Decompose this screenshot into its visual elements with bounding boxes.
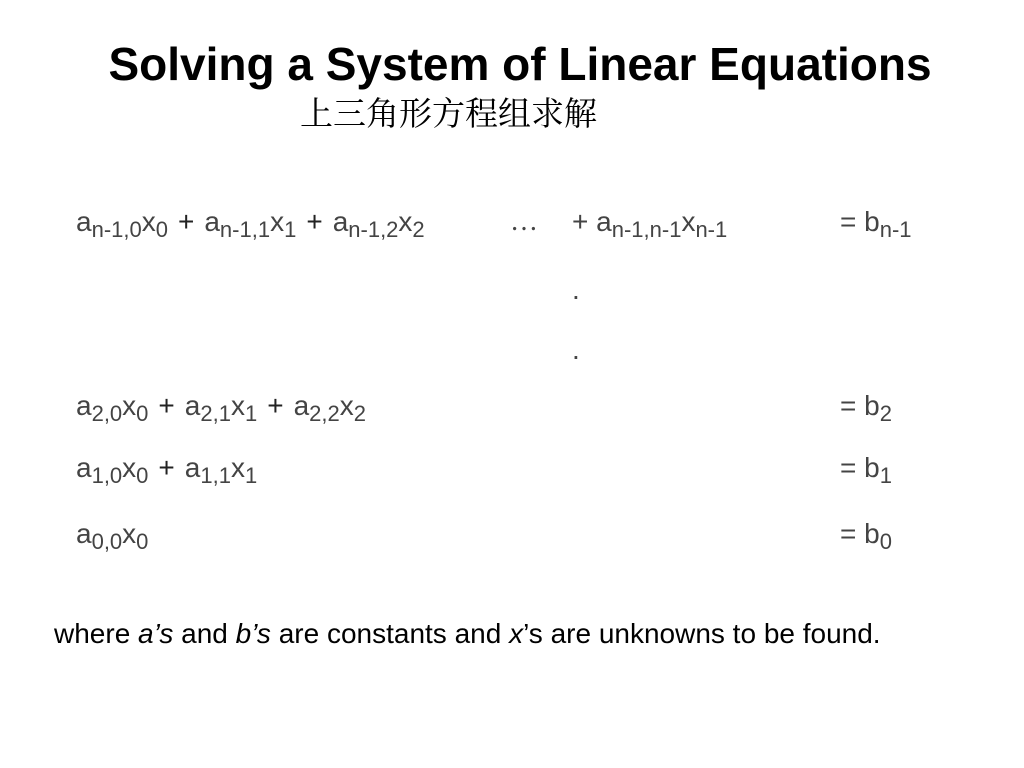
coefficient-symbol: a — [184, 390, 201, 421]
coefficient-symbol: a — [204, 206, 220, 237]
vertical-dot: . — [572, 274, 580, 305]
slide-title: Solving a System of Linear Equations — [108, 38, 932, 90]
variable-symbol: x — [339, 390, 354, 421]
vertical-dot: . — [572, 334, 580, 365]
plus-sign: + — [158, 452, 175, 483]
coefficient-subscript: 1,0 — [91, 463, 123, 488]
variable-subscript: 0 — [136, 463, 149, 488]
ellipsis: … — [510, 206, 538, 237]
explanation-note — [54, 614, 984, 654]
variable-symbol: x — [230, 390, 245, 421]
plus-sign: + — [177, 206, 195, 237]
slide-subtitle: 上三角形方程组求解 — [300, 94, 597, 133]
equals-sign: = — [840, 452, 857, 483]
variable-subscript: 1 — [284, 217, 297, 242]
equation-row-n-minus-1-rhs — [840, 204, 912, 240]
variable-symbol: x — [681, 206, 696, 237]
constant-subscript: 2 — [879, 401, 892, 426]
variable-symbol: x — [122, 452, 137, 483]
constant-subscript: 0 — [879, 529, 892, 554]
equals-sign: = — [840, 206, 857, 237]
equation-row-2-rhs — [840, 388, 892, 424]
note-italic-x: x — [509, 618, 524, 649]
equals-sign: = — [840, 390, 857, 421]
constant-symbol: b — [864, 452, 880, 483]
coefficient-subscript: n-1,n-1 — [611, 217, 682, 242]
equation-row-0-lhs — [76, 516, 148, 552]
plus-sign: + — [267, 390, 284, 421]
constant-symbol: b — [864, 518, 880, 549]
variable-subscript: 0 — [155, 217, 168, 242]
variable-subscript: 2 — [353, 401, 366, 426]
variable-symbol: x — [270, 206, 285, 237]
plus-sign: + — [572, 206, 589, 237]
plus-sign: + — [158, 390, 175, 421]
variable-subscript: n-1 — [695, 217, 728, 242]
equation-row-n-minus-1-lhs — [76, 204, 425, 240]
equation-row-2-lhs — [76, 388, 366, 424]
variable-subscript: 0 — [136, 529, 149, 554]
coefficient-symbol: a — [76, 206, 92, 237]
coefficient-symbol: a — [76, 518, 92, 549]
variable-subscript: 2 — [412, 217, 425, 242]
coefficient-symbol: a — [184, 452, 201, 483]
note-italic-b: b’s — [235, 618, 271, 649]
variable-subscript: 1 — [244, 463, 258, 488]
coefficient-symbol: a — [332, 206, 349, 237]
coefficient-symbol: a — [596, 206, 612, 237]
equation-row-n-minus-1-last-term — [572, 204, 727, 240]
note-text: and — [173, 618, 236, 649]
variable-symbol: x — [122, 390, 137, 421]
variable-symbol: x — [122, 518, 137, 549]
variable-subscript: 1 — [244, 401, 258, 426]
constant-subscript: n-1 — [879, 217, 912, 242]
equation-row-1-lhs — [76, 450, 257, 486]
note-italic-a: a’s — [138, 618, 174, 649]
coefficient-subscript: 1,1 — [200, 463, 231, 488]
variable-symbol: x — [398, 206, 413, 237]
variable-subscript: 0 — [136, 401, 149, 426]
coefficient-symbol: a — [76, 452, 92, 483]
constant-symbol: b — [864, 390, 880, 421]
note-text: where — [54, 618, 139, 649]
equals-sign: = — [840, 518, 857, 549]
coefficient-subscript: n-1,2 — [348, 217, 399, 242]
variable-symbol: x — [141, 206, 156, 237]
note-text: ’s are unknowns to be found. — [523, 618, 881, 649]
coefficient-symbol: a — [76, 390, 92, 421]
coefficient-subscript: 0,0 — [91, 529, 123, 554]
coefficient-subscript: n-1,0 — [91, 217, 142, 242]
note-text: are constants and — [270, 618, 510, 649]
constant-symbol: b — [864, 206, 880, 237]
coefficient-symbol: a — [293, 390, 310, 421]
coefficient-subscript: 2,0 — [91, 401, 123, 426]
coefficient-subscript: 2,2 — [309, 401, 340, 426]
equation-row-1-rhs — [840, 450, 892, 486]
variable-symbol: x — [230, 452, 245, 483]
plus-sign: + — [306, 206, 323, 237]
coefficient-subscript: 2,1 — [200, 401, 231, 426]
constant-subscript: 1 — [879, 463, 892, 488]
coefficient-subscript: n-1,1 — [219, 217, 271, 242]
equation-row-0-rhs — [840, 516, 892, 552]
